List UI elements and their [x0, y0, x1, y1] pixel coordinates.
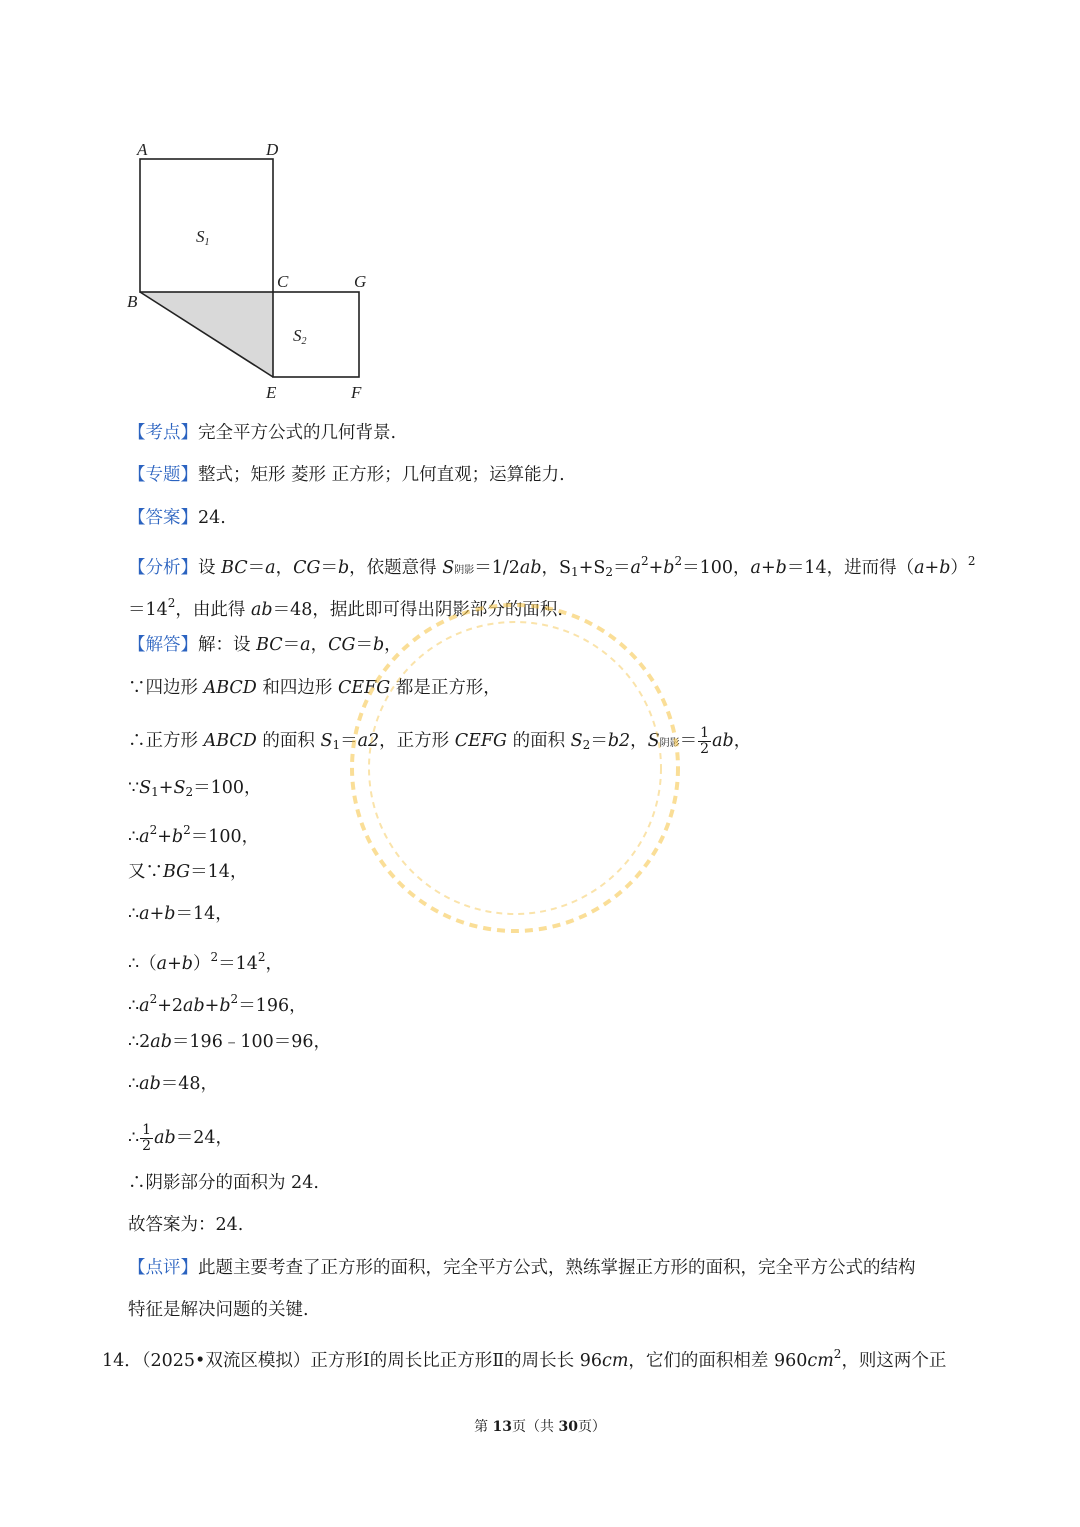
fraction-half: $\frac{1}{2}$: [142, 1122, 152, 1154]
jieda-line-3: ∴正方形 ABCD 的面积 $S_1=a2$，正方形 CEFG 的面积 $S_2=b2$，S阴影＝ $\frac{1}{2}$ ab，: [128, 725, 752, 757]
dianping-tag: 【点评】: [128, 1258, 198, 1278]
fenxi-line-1: 【分析】设 BC＝a，CG＝b，依题意得 S阴影＝1/2ab，$S_1+S_2=a^2+b^2=100$，a+b＝14，进而得$(a+b)^2$: [128, 554, 976, 579]
label-c: C: [277, 272, 289, 291]
kaodian-line: [128, 421, 396, 445]
label-a: A: [137, 140, 148, 159]
dianping-line-1: [128, 1256, 916, 1280]
jieda-line-13: ∴阴影部分的面积为 24.: [128, 1173, 319, 1193]
jieda-line-7: ∴a+b＝14，: [128, 904, 233, 924]
square-cefg: [273, 292, 359, 377]
jieda-line-1: 【解答】解：设 BC＝a，CG＝b，: [128, 635, 402, 655]
label-b: B: [127, 292, 138, 311]
jieda-line-5: $\therefore a^2+b^2=100$，: [128, 823, 260, 847]
label-d: D: [266, 140, 279, 159]
jieda-line-6: 又∵BG＝14，: [128, 862, 248, 882]
dianping-text: 此题主要考查了正方形的面积，完全平方公式，熟练掌握正方形的面积，完全平方公式的结构: [198, 1258, 916, 1278]
jieda-line-14: 故答案为：24.: [128, 1215, 244, 1235]
geometry-figure: [120, 135, 390, 405]
jieda-line-2: ∵四边形 ABCD 和四边形 CEFG 都是正方形，: [128, 678, 501, 698]
page-number: 13: [492, 1419, 512, 1435]
question-14: 14．（2025•双流区模拟）正方形Ⅰ的周长比正方形Ⅱ的周长长 96cm，它们的面积相差 $960cm^2$，则这两个正: [102, 1347, 947, 1371]
fraction-half: $\frac{1}{2}$: [700, 725, 710, 757]
zhuanti-tag: 【专题】: [128, 465, 198, 485]
jieda-line-10: ∴2ab＝196﹣100＝96，: [128, 1032, 331, 1052]
kaodian-tag: 【考点】: [128, 423, 198, 443]
daan-line: [128, 506, 226, 530]
page-total: 30: [558, 1419, 578, 1435]
daan-text: 24.: [198, 508, 226, 528]
label-s2: S2: [293, 326, 307, 347]
jieda-line-8: $\therefore(a+b)^2=14^2$，: [128, 950, 284, 974]
kaodian-text: 完全平方公式的几何背景.: [198, 423, 397, 443]
daan-tag: 【答案】: [128, 508, 198, 528]
jieda-line-12: ∴ $\frac{1}{2}$ ab＝24，: [128, 1122, 233, 1154]
fenxi-line-2: $=14^2$，由此得 ab＝48，据此即可得出阴影部分的面积.: [128, 596, 563, 620]
label-s1: S1: [196, 227, 210, 248]
jieda-line-4: $\because S_1+S_2=100$，: [128, 778, 262, 799]
label-f: F: [351, 383, 362, 402]
dianping-line-2: 特征是解决问题的关键.: [128, 1300, 309, 1320]
jieda-tag: 【解答】: [128, 635, 198, 655]
zhuanti-line: [128, 463, 565, 487]
label-g: G: [354, 272, 367, 291]
jieda-line-11: ∴ab＝48，: [128, 1074, 219, 1094]
zhuanti-text: 整式；矩形 菱形 正方形；几何直观；运算能力.: [198, 465, 565, 485]
fenxi-tag: 【分析】: [128, 558, 198, 578]
page-footer: 第 13页（共 30页）: [474, 1419, 606, 1435]
square-abcd: [140, 159, 273, 292]
jieda-line-9: $\therefore a^2+2ab+b^2=196$，: [128, 992, 307, 1016]
label-e: E: [266, 383, 277, 402]
